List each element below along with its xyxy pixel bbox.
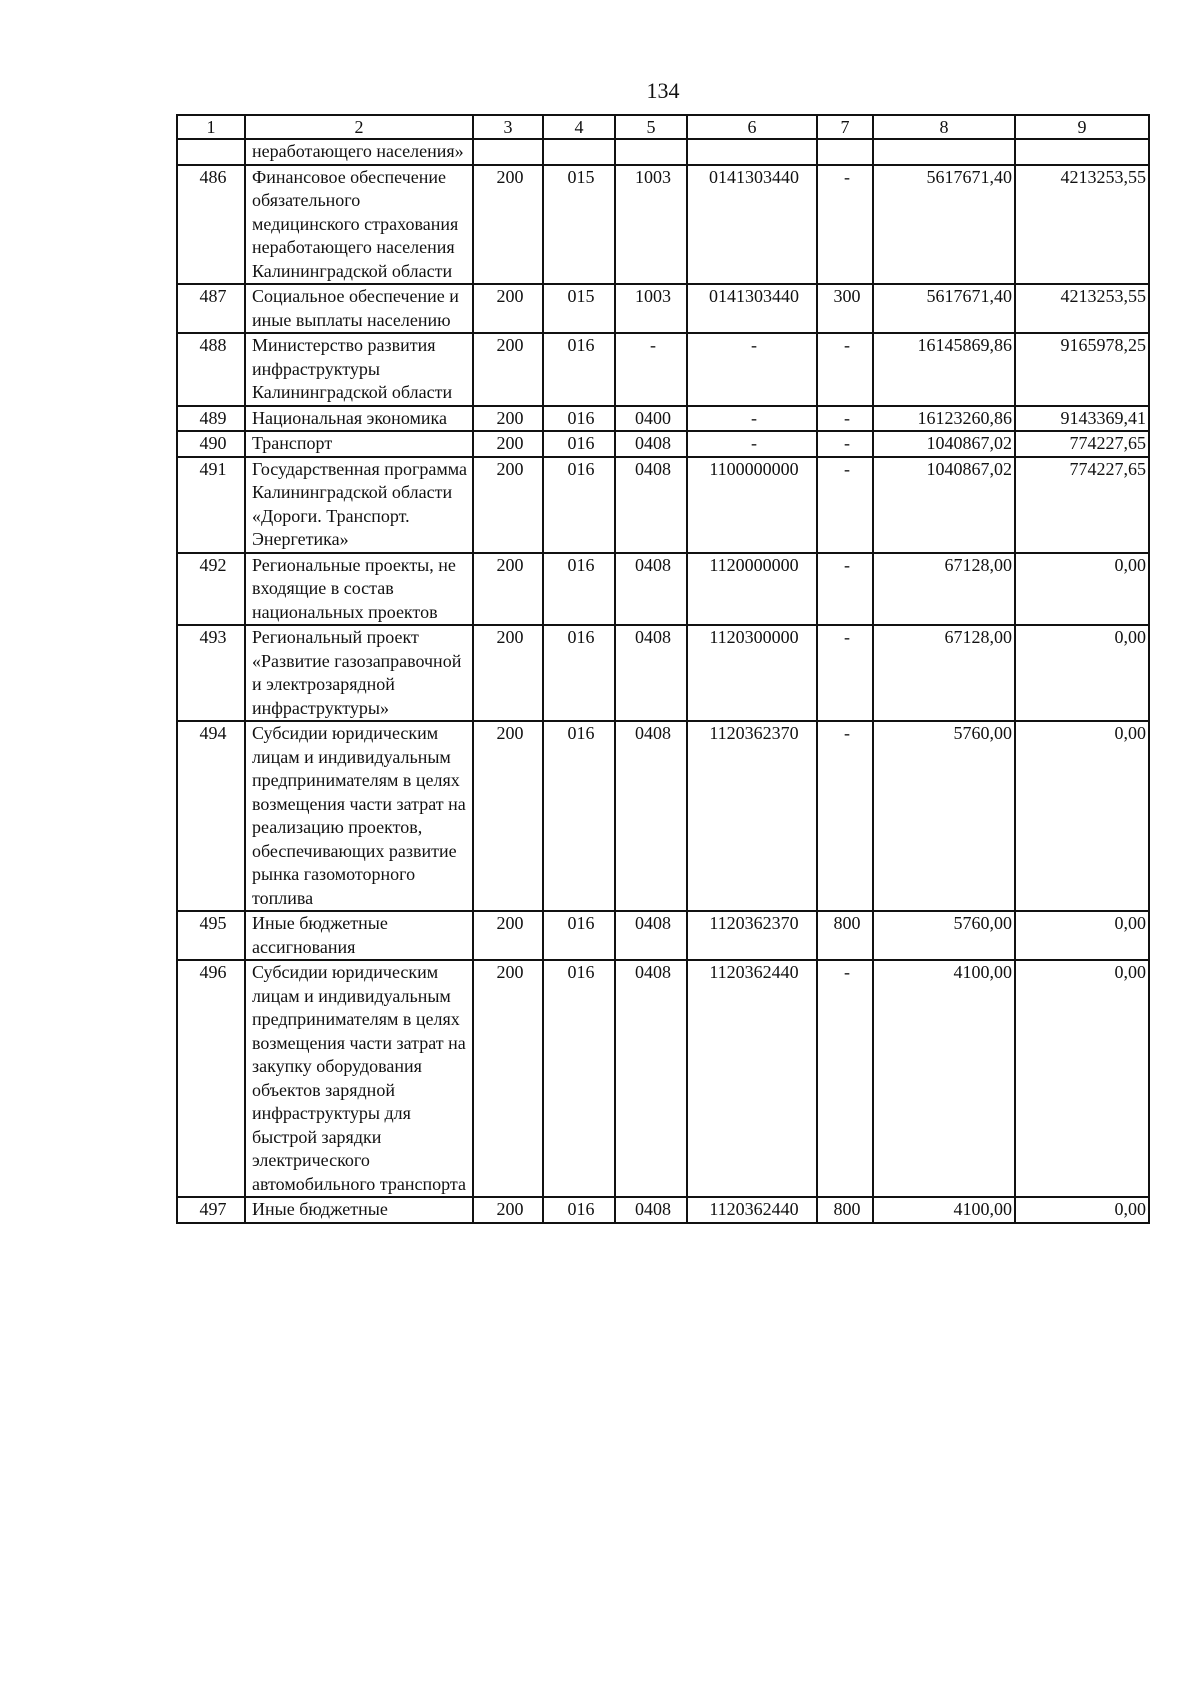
code-cell: 200 [473, 1197, 543, 1223]
code-cell: 016 [543, 553, 615, 626]
table-row [177, 431, 1149, 457]
code-cell: 200 [473, 721, 543, 911]
code-cell: 0408 [615, 721, 687, 911]
row-name-cell: Финансовое обеспечение обязательного медицинского страхования неработающего населения Калининградской области [245, 165, 473, 285]
amount-cell: 9143369,41 [1015, 406, 1149, 432]
code-cell: - [687, 431, 817, 457]
row-number-cell: 489 [177, 406, 245, 432]
code-cell: 0141303440 [687, 284, 817, 333]
code-cell: 200 [473, 625, 543, 721]
row-number-cell: 495 [177, 911, 245, 960]
code-cell: 0408 [615, 431, 687, 457]
code-cell [687, 139, 817, 165]
column-header: 2 [245, 115, 473, 139]
amount-cell [873, 139, 1015, 165]
table-row [177, 139, 1149, 165]
code-cell: - [817, 406, 873, 432]
row-name-cell: Субсидии юридическим лицам и индивидуальным предпринимателям в целях возмещения части затрат на реализацию проектов, обеспечивающих развитие рынка газомоторного топлива [245, 721, 473, 911]
row-name-cell: Транспорт [245, 431, 473, 457]
code-cell: - [615, 333, 687, 406]
row-number-cell: 496 [177, 960, 245, 1197]
code-cell: 0408 [615, 911, 687, 960]
table-row [177, 333, 1149, 406]
page-number: 134 [646, 78, 680, 103]
column-header: 3 [473, 115, 543, 139]
row-number-cell: 486 [177, 165, 245, 285]
code-cell: 0408 [615, 625, 687, 721]
code-cell: 1120300000 [687, 625, 817, 721]
code-cell: 016 [543, 721, 615, 911]
code-cell: 1100000000 [687, 457, 817, 553]
code-cell: 200 [473, 960, 543, 1197]
amount-cell: 9165978,25 [1015, 333, 1149, 406]
code-cell: 800 [817, 911, 873, 960]
amount-cell: 0,00 [1015, 960, 1149, 1197]
row-number-cell: 487 [177, 284, 245, 333]
table-row [177, 625, 1149, 721]
code-cell: 016 [543, 625, 615, 721]
code-cell: 300 [817, 284, 873, 333]
code-cell: 1120362370 [687, 721, 817, 911]
code-cell: 200 [473, 406, 543, 432]
code-cell: - [817, 721, 873, 911]
code-cell: 1120362440 [687, 1197, 817, 1223]
amount-cell: 67128,00 [873, 625, 1015, 721]
code-cell [473, 139, 543, 165]
code-cell: - [817, 553, 873, 626]
row-name-cell: Региональный проект «Развитие газозаправочной и электрозарядной инфраструктуры» [245, 625, 473, 721]
code-cell: - [817, 165, 873, 285]
row-number-cell: 497 [177, 1197, 245, 1223]
code-cell: 200 [473, 457, 543, 553]
amount-cell: 0,00 [1015, 553, 1149, 626]
code-cell: 1120000000 [687, 553, 817, 626]
code-cell: 0408 [615, 553, 687, 626]
row-name-cell: неработающего населения» [245, 139, 473, 165]
code-cell: 200 [473, 431, 543, 457]
amount-cell: 0,00 [1015, 625, 1149, 721]
code-cell [543, 139, 615, 165]
table-row [177, 960, 1149, 1197]
row-name-cell: Национальная экономика [245, 406, 473, 432]
code-cell: 016 [543, 911, 615, 960]
amount-cell: 1040867,02 [873, 431, 1015, 457]
table-row [177, 284, 1149, 333]
code-cell: - [817, 457, 873, 553]
code-cell: 800 [817, 1197, 873, 1223]
code-cell: 016 [543, 457, 615, 553]
code-cell: 200 [473, 911, 543, 960]
table-body [177, 139, 1149, 1223]
code-cell: 0408 [615, 457, 687, 553]
row-number-cell: 490 [177, 431, 245, 457]
row-name-cell: Иные бюджетные ассигнования [245, 911, 473, 960]
row-number-cell: 491 [177, 457, 245, 553]
code-cell: 200 [473, 284, 543, 333]
row-number-cell: 488 [177, 333, 245, 406]
amount-cell: 5760,00 [873, 721, 1015, 911]
column-header: 5 [615, 115, 687, 139]
row-name-cell: Иные бюджетные [245, 1197, 473, 1223]
amount-cell: 0,00 [1015, 1197, 1149, 1223]
column-header: 7 [817, 115, 873, 139]
amount-cell: 4100,00 [873, 1197, 1015, 1223]
amount-cell: 67128,00 [873, 553, 1015, 626]
code-cell: 1003 [615, 165, 687, 285]
code-cell: - [687, 406, 817, 432]
header-row [177, 115, 1149, 139]
table-row [177, 911, 1149, 960]
amount-cell: 16145869,86 [873, 333, 1015, 406]
code-cell: 1120362370 [687, 911, 817, 960]
code-cell: 200 [473, 165, 543, 285]
code-cell: 0408 [615, 960, 687, 1197]
amount-cell: 4213253,55 [1015, 284, 1149, 333]
amount-cell: 0,00 [1015, 721, 1149, 911]
table-row [177, 457, 1149, 553]
row-name-cell: Министерство развития инфраструктуры Калининградской области [245, 333, 473, 406]
row-number-cell: 492 [177, 553, 245, 626]
code-cell: 0408 [615, 1197, 687, 1223]
code-cell: 0400 [615, 406, 687, 432]
amount-cell: 4213253,55 [1015, 165, 1149, 285]
row-number-cell: 493 [177, 625, 245, 721]
row-name-cell: Субсидии юридическим лицам и индивидуальным предпринимателям в целях возмещения части затрат на закупку оборудования объектов зарядной инфраструктуры для быстрой зарядки электрического автомобильного транспорта [245, 960, 473, 1197]
amount-cell: 0,00 [1015, 911, 1149, 960]
row-name-cell: Региональные проекты, не входящие в состав национальных проектов [245, 553, 473, 626]
amount-cell: 5617671,40 [873, 284, 1015, 333]
table-row [177, 553, 1149, 626]
code-cell: 015 [543, 165, 615, 285]
code-cell: - [817, 960, 873, 1197]
code-cell: - [817, 625, 873, 721]
amount-cell: 16123260,86 [873, 406, 1015, 432]
budget-table [176, 114, 1150, 1224]
table-row [177, 721, 1149, 911]
row-name-cell: Социальное обеспечение и иные выплаты населению [245, 284, 473, 333]
row-number-cell [177, 139, 245, 165]
row-name-cell: Государственная программа Калининградской области «Дороги. Транспорт. Энергетика» [245, 457, 473, 553]
code-cell: 1003 [615, 284, 687, 333]
amount-cell [1015, 139, 1149, 165]
amount-cell: 774227,65 [1015, 431, 1149, 457]
code-cell: 200 [473, 333, 543, 406]
code-cell: 016 [543, 960, 615, 1197]
code-cell: 016 [543, 431, 615, 457]
code-cell: 016 [543, 1197, 615, 1223]
amount-cell: 5760,00 [873, 911, 1015, 960]
row-number-cell: 494 [177, 721, 245, 911]
amount-cell: 774227,65 [1015, 457, 1149, 553]
amount-cell: 5617671,40 [873, 165, 1015, 285]
table-row [177, 1197, 1149, 1223]
code-cell: - [687, 333, 817, 406]
table-row [177, 406, 1149, 432]
code-cell: 0141303440 [687, 165, 817, 285]
table-row [177, 165, 1149, 285]
amount-cell: 1040867,02 [873, 457, 1015, 553]
amount-cell: 4100,00 [873, 960, 1015, 1197]
code-cell: - [817, 431, 873, 457]
code-cell: 015 [543, 284, 615, 333]
code-cell: 200 [473, 553, 543, 626]
column-header: 4 [543, 115, 615, 139]
code-cell: 016 [543, 333, 615, 406]
column-header: 6 [687, 115, 817, 139]
code-cell: 1120362440 [687, 960, 817, 1197]
code-cell [615, 139, 687, 165]
column-header: 9 [1015, 115, 1149, 139]
code-cell [817, 139, 873, 165]
code-cell: - [817, 333, 873, 406]
code-cell: 016 [543, 406, 615, 432]
column-header: 1 [177, 115, 245, 139]
column-header: 8 [873, 115, 1015, 139]
